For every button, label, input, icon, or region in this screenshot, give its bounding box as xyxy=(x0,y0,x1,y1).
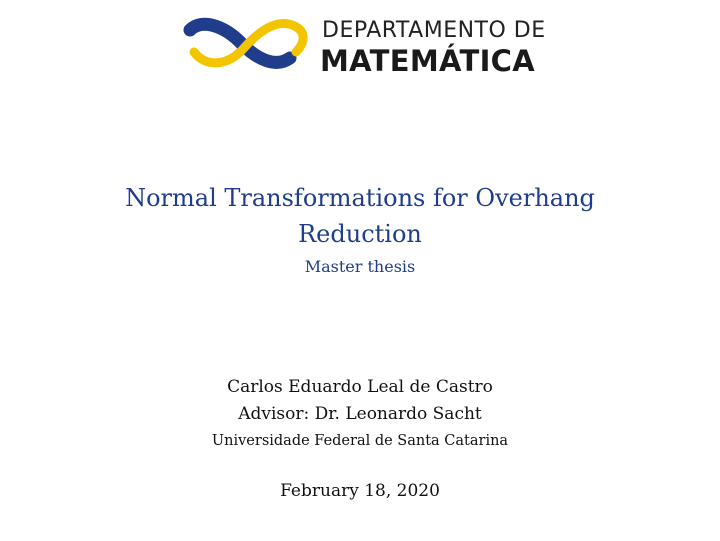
advisor-name: Advisor: Dr. Leonardo Sacht xyxy=(238,404,482,424)
presentation-subtitle: Master thesis xyxy=(304,257,416,276)
institution-name: Universidade Federal de Santa Catarina xyxy=(211,433,509,449)
presentation-date: February 18, 2020 xyxy=(280,481,440,501)
title-line-2: Reduction xyxy=(298,220,422,248)
author-name: Carlos Eduardo Leal de Castro xyxy=(227,377,493,397)
logo-text-line2: MATEMÁTICA xyxy=(320,44,535,78)
presentation-title xyxy=(60,180,660,252)
title-line-1: Normal Transformations for Overhang xyxy=(125,184,595,212)
logo-text-line1: DEPARTAMENTO DE xyxy=(322,18,546,43)
infinity-logo-icon xyxy=(180,10,310,76)
department-logo xyxy=(180,10,546,78)
